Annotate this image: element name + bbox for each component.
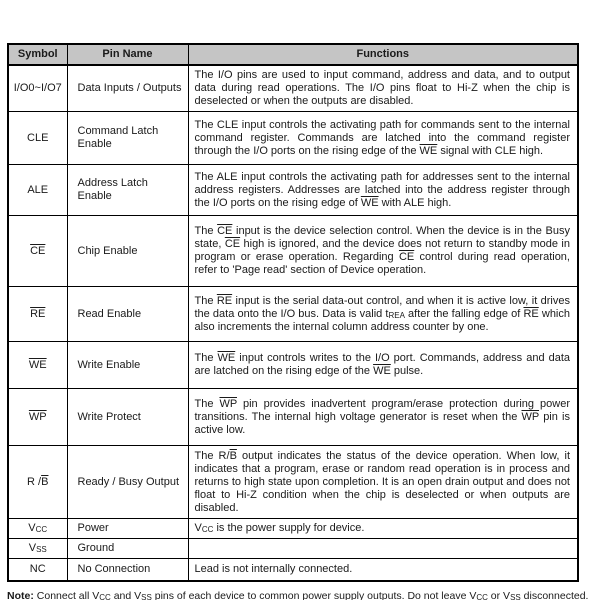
symbol-cell: $V_{SS}$ — [8, 539, 67, 559]
pin-name-cell: Write Enable — [67, 342, 188, 389]
functions-cell: The $R/\overline{B}$ output indicates the status of the device operation. When low, it indicates that a program, erase or random read operation is in process and returns to high state upon completion. It is an open drain output and does not float to Hi-Z condition when the chip is deselected or when outputs are disabled. — [188, 446, 578, 519]
column-header-pin-name: Pin Name — [67, 44, 188, 65]
column-header-symbol: Symbol — [8, 44, 67, 65]
symbol-cell: NC — [8, 559, 67, 582]
symbol-cell: R $/\overline{B}$ — [8, 446, 67, 519]
pin-name-cell: Chip Enable — [67, 216, 188, 287]
pin-name-cell: Ready / Busy Output — [67, 446, 188, 519]
pin-description-table — [7, 43, 579, 582]
table-row-nc — [8, 559, 578, 582]
pin-name-cell: Data Inputs / Outputs — [67, 65, 188, 112]
table-header-row — [8, 44, 578, 65]
functions-cell: The $\overline{WP}$ pin provides inadvertent program/erase protection during power transitions. The internal high voltage generator is reset when the $\overline{WP}$ pin is active low. — [188, 389, 578, 446]
table-row-vss — [8, 539, 578, 559]
table-row-cle — [8, 112, 578, 165]
functions-cell: The CLE input controls the activating path for commands sent to the internal command register. Commands are latched into the command register through the I/O ports on the rising edge of the $\overline{WE}$ signal with CLE high. — [188, 112, 578, 165]
footnote-text: Connect all $V_{CC}$ and $V_{SS}$ pins of each device to common power supply outputs. Do not leave $V_{CC}$ or $V_{SS}$ disconnected. — [36, 590, 589, 600]
functions-cell: The $\overline{WE}$ input controls writes to the I/O port. Commands, address and data are latched on the rising edge of the $\overline{WE}$ pulse. — [188, 342, 578, 389]
table-row-re — [8, 287, 578, 342]
functions-cell: The ALE input controls the activating path for addresses sent to the internal address registers. Addresses are latched into the address register through the I/O ports on the rising edge of $\overline{WE}$ with ALE high. — [188, 165, 578, 216]
pin-name-cell: Command Latch Enable — [67, 112, 188, 165]
symbol-cell: $\overline{WE}$ — [8, 342, 67, 389]
table-row-wp — [8, 389, 578, 446]
functions-cell — [188, 539, 578, 559]
functions-cell: The I/O pins are used to input command, address and data, and to output data during read operations. The I/O pins float to Hi-Z when the chip is deselected or when the outputs are disabled. — [188, 65, 578, 112]
functions-cell: The $\overline{CE}$ input is the device selection control. When the device is in the Busy state, $\overline{CE}$ high is ignored, and the device does not return to standby mode in program or erase operation. Regarding $\overline{CE}$ control during read operation, refer to 'Page read' section of Device operation. — [188, 216, 578, 287]
pin-name-cell: Ground — [67, 539, 188, 559]
column-header-functions: Functions — [188, 44, 578, 65]
table-row-io0-io7 — [8, 65, 578, 112]
symbol-cell: $\overline{CE}$ — [8, 216, 67, 287]
symbol-cell: $\overline{WP}$ — [8, 389, 67, 446]
functions-cell: The $\overline{RE}$ input is the serial data-out control, and when it is active low, it drives the data onto the I/O bus. Data is valid $t_{REA}$ after the falling edge of $\overline{RE}$ which also increments the internal column address counter by one. — [188, 287, 578, 342]
table-row-ready-busy — [8, 446, 578, 519]
pin-name-cell: Read Enable — [67, 287, 188, 342]
pin-name-cell: Write Protect — [67, 389, 188, 446]
pin-name-cell: No Connection — [67, 559, 188, 582]
table-row-ale — [8, 165, 578, 216]
symbol-cell: $\overline{RE}$ — [8, 287, 67, 342]
symbol-cell: ALE — [8, 165, 67, 216]
functions-cell: Lead is not internally connected. — [188, 559, 578, 582]
symbol-cell: CLE — [8, 112, 67, 165]
functions-cell: $V_{CC}$ is the power supply for device. — [188, 519, 578, 539]
pin-name-cell: Address Latch Enable — [67, 165, 188, 216]
symbol-cell: I/O0~I/O7 — [8, 65, 67, 112]
footnote-label: Note: — [7, 590, 34, 600]
table-row-ce — [8, 216, 578, 287]
symbol-cell: $V_{CC}$ — [8, 519, 67, 539]
footnote — [7, 590, 600, 600]
table-row-we — [8, 342, 578, 389]
table-row-vcc — [8, 519, 578, 539]
pin-name-cell: Power — [67, 519, 188, 539]
